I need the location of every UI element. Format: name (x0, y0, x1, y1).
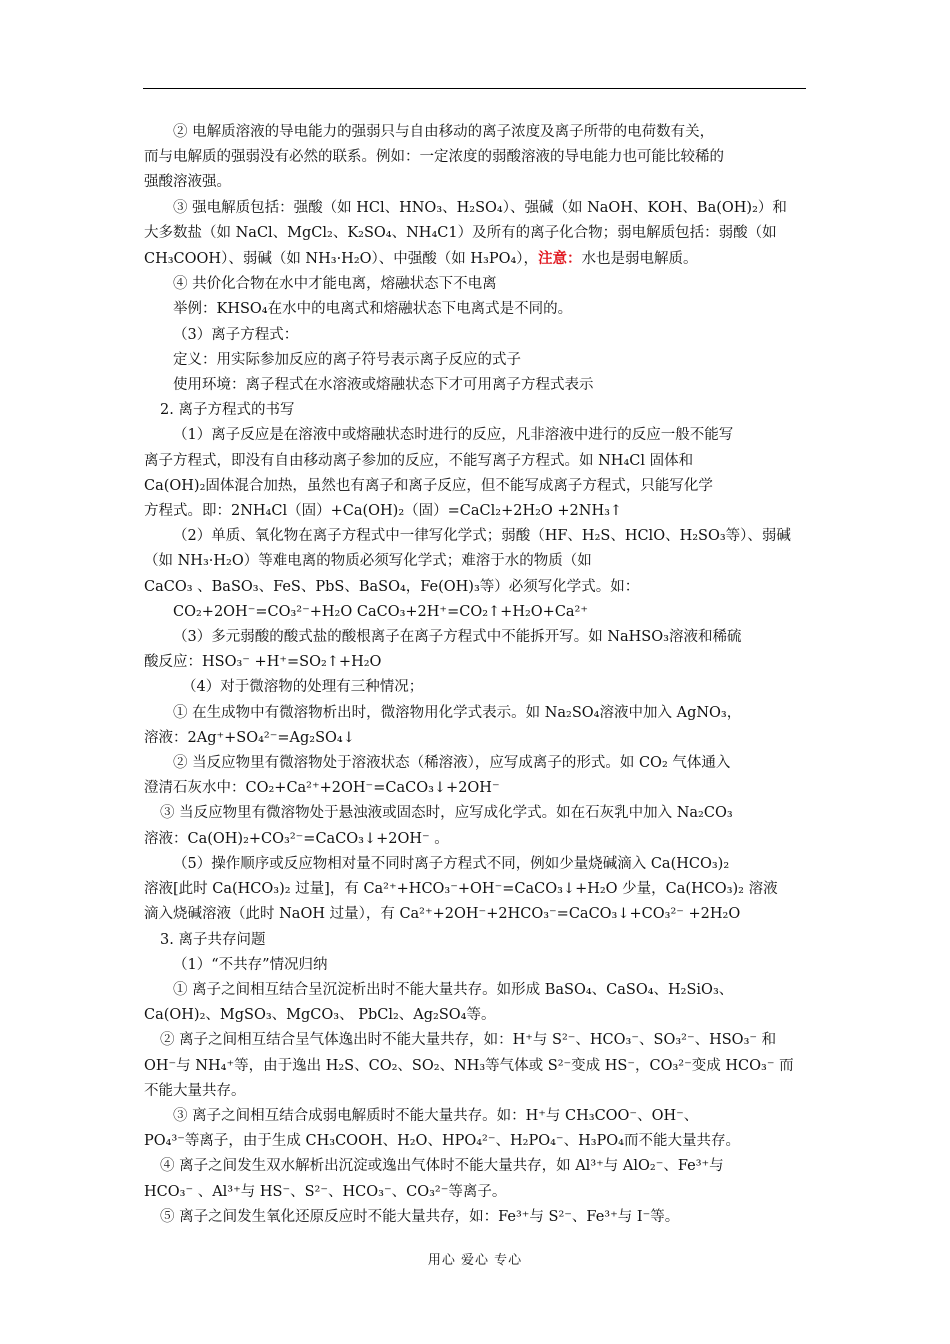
paragraph-with-note (144, 246, 806, 272)
equation-line: CO₂+2OH⁻=CO₃²⁻+H₂O CaCO₃+2H⁺=CO₂↑+H₂O+Ca²⁺ (173, 603, 589, 620)
paragraph: 溶液：Ca(OH)₂+CO₃²⁻=CaCO₃↓+2OH⁻ 。 (144, 830, 449, 847)
section-heading: 2. 离子方程式的书写 (160, 402, 295, 419)
paragraph-text: CH₃COOH）、弱碱（如 NH₃·H₂O）、中强酸（如 H₃PO₄）， (144, 251, 539, 268)
paragraph: （1）离子反应是在溶液中或熔融状态时进行的反应，凡非溶液中进行的反应一般不能写 (173, 427, 734, 444)
paragraph: ③ 离子之间相互结合成弱电解质时不能大量共存。如：H⁺与 CH₃COO⁻、OH⁻、 (173, 1107, 699, 1124)
paragraph: PO₄³⁻等离子，由于生成 CH₃COOH、H₂O、HPO₄²⁻、H₂PO₄⁻、H₃PO₄而不能大量共存。 (144, 1133, 740, 1150)
paragraph: ② 离子之间相互结合呈气体逸出时不能大量共存，如：H⁺与 S²⁻、HCO₃⁻、SO₃²⁻、HSO₃⁻ 和 (160, 1032, 777, 1049)
paragraph: ⑤ 离子之间发生氧化还原反应时不能大量共存，如：Fe³⁺与 S²⁻、Fe³⁺与 I⁻等。 (160, 1208, 680, 1225)
header-rule (143, 88, 806, 89)
paragraph: Ca(OH)₂、MgSO₃、MgCO₃、 PbCl₂、Ag₂SO₄等。 (144, 1007, 496, 1024)
paragraph: ③ 强电解质包括：强酸（如 HCl、HNO₃、H₂SO₄）、强碱（如 NaOH、KOH、Ba(OH)₂）和 (173, 199, 787, 216)
paragraph: HCO₃⁻ 、Al³⁺与 HS⁻、S²⁻、HCO₃⁻、CO₃²⁻等离子。 (144, 1183, 507, 1200)
paragraph: 澄清石灰水中：CO₂+Ca²⁺+2OH⁻=CaCO₃↓+2OH⁻ (144, 780, 500, 797)
paragraph: 溶液[此时 Ca(HCO₃)₂ 过量]，有 Ca²⁺+HCO₃⁻+OH⁻=CaCO₃↓+H₂O 少量，Ca(HCO₃)₂ 溶液 (144, 881, 778, 898)
note-label: 注意： (538, 250, 582, 268)
paragraph: 滴入烧碱溶液（此时 NaOH 过量），有 Ca²⁺+2OH⁻+2HCO₃⁻=CaCO₃↓+CO₃²⁻ +2H₂O (144, 906, 741, 923)
paragraph: 而与电解质的强弱没有必然的联系。例如：一定浓度的弱酸溶液的导电能力也可能比较稀的 (144, 149, 724, 166)
paragraph: 大多数盐（如 NaCl、MgCl₂、K₂SO₄、NH₄C1）及所有的离子化合物；弱电解质包括：弱酸（如 (144, 224, 777, 241)
paragraph: OH⁻与 NH₄⁺等，由于逸出 H₂S、CO₂、SO₂、NH₃等气体或 S²⁻变成 HS⁻，CO₃²⁻变成 HCO₃⁻ 而 (144, 1057, 794, 1074)
paragraph-text: 水也是弱电解质。 (581, 251, 698, 268)
paragraph: 定义：用实际参加反应的离子符号表示离子反应的式子 (173, 351, 521, 368)
paragraph: （2）单质、氧化物在离子方程式中一律写化学式；弱酸（HF、H₂S、HClO、H₂SO₃等）、弱碱 (173, 528, 791, 545)
paragraph: ① 离子之间相互结合呈沉淀析出时不能大量共存。如形成 BaSO₄、CaSO₄、H₂SiO₃、 (173, 981, 734, 998)
section-heading: （3）离子方程式： (173, 326, 299, 343)
paragraph: 举例：KHSO₄在水中的电离式和熔融状态下电离式是不同的。 (173, 301, 573, 318)
paragraph: Ca(OH)₂固体混合加热，虽然也有离子和离子反应，但不能写成离子方程式，只能写化学 (144, 477, 713, 494)
paragraph: ① 在生成物中有微溶物析出时，微溶物用化学式表示。如 Na₂SO₄溶液中加入 AgNO₃， (173, 704, 742, 721)
paragraph: 不能大量共存。 (144, 1082, 246, 1099)
paragraph: ④ 离子之间发生双水解析出沉淀或逸出气体时不能大量共存，如 Al³⁺与 AlO₂⁻、Fe³⁺与 (160, 1158, 724, 1175)
section-heading: （4）对于微溶物的处理有三种情况； (182, 679, 424, 696)
paragraph: 使用环境：离子程式在水溶液或熔融状态下才可用离子方程式表示 (173, 377, 594, 394)
paragraph: 离子方程式，即没有自由移动离子参加的反应，不能写离子方程式。如 NH₄Cl 固体和 (144, 452, 694, 469)
paragraph: ③ 当反应物里有微溶物处于悬浊液或固态时，应写成化学式。如在石灰乳中加入 Na₂CO₃ (160, 805, 733, 822)
paragraph: （5）操作顺序或反应物相对量不同时离子方程式不同，例如少量烧碱滴入 Ca(HCO₃)₂ (173, 855, 730, 872)
paragraph: ② 电解质溶液的导电能力的强弱只与自由移动的离子浓度及离子所带的电荷数有关， (173, 124, 715, 140)
paragraph: （3）多元弱酸的酸式盐的酸根离子在离子方程式中不能拆开写。如 NaHSO₃溶液和稀硫 (173, 629, 742, 646)
paragraph: （如 NH₃·H₂O）等难电离的物质必须写化学式；难溶于水的物质（如 (144, 553, 592, 570)
paragraph: 酸反应：HSO₃⁻ +H⁺=SO₂↑+H₂O (144, 654, 382, 671)
page-footer: 用心 爱心 专心 (427, 1253, 523, 1268)
paragraph: 强酸溶液强。 (144, 174, 231, 191)
paragraph: 方程式。即：2NH₄Cl（固）+Ca(OH)₂（固）=CaCl₂+2H₂O +2NH₃↑ (144, 503, 623, 520)
section-heading: 3. 离子共存问题 (160, 931, 266, 948)
paragraph: 溶液：2Ag⁺+SO₄²⁻=Ag₂SO₄↓ (144, 729, 355, 746)
paragraph: CaCO₃ 、BaSO₃、FeS、PbS、BaSO₄，Fe(OH)₃等）必须写化学式。如： (144, 578, 640, 595)
section-heading: （1）“不共存”情况归纳 (173, 956, 328, 973)
document-body (144, 120, 806, 1230)
paragraph: ④ 共价化合物在水中才能电离，熔融状态下不电离 (173, 276, 497, 293)
paragraph: ② 当反应物里有微溶物处于溶液状态（稀溶液），应写成离子的形式。如 CO₂ 气体通入 (173, 755, 731, 772)
